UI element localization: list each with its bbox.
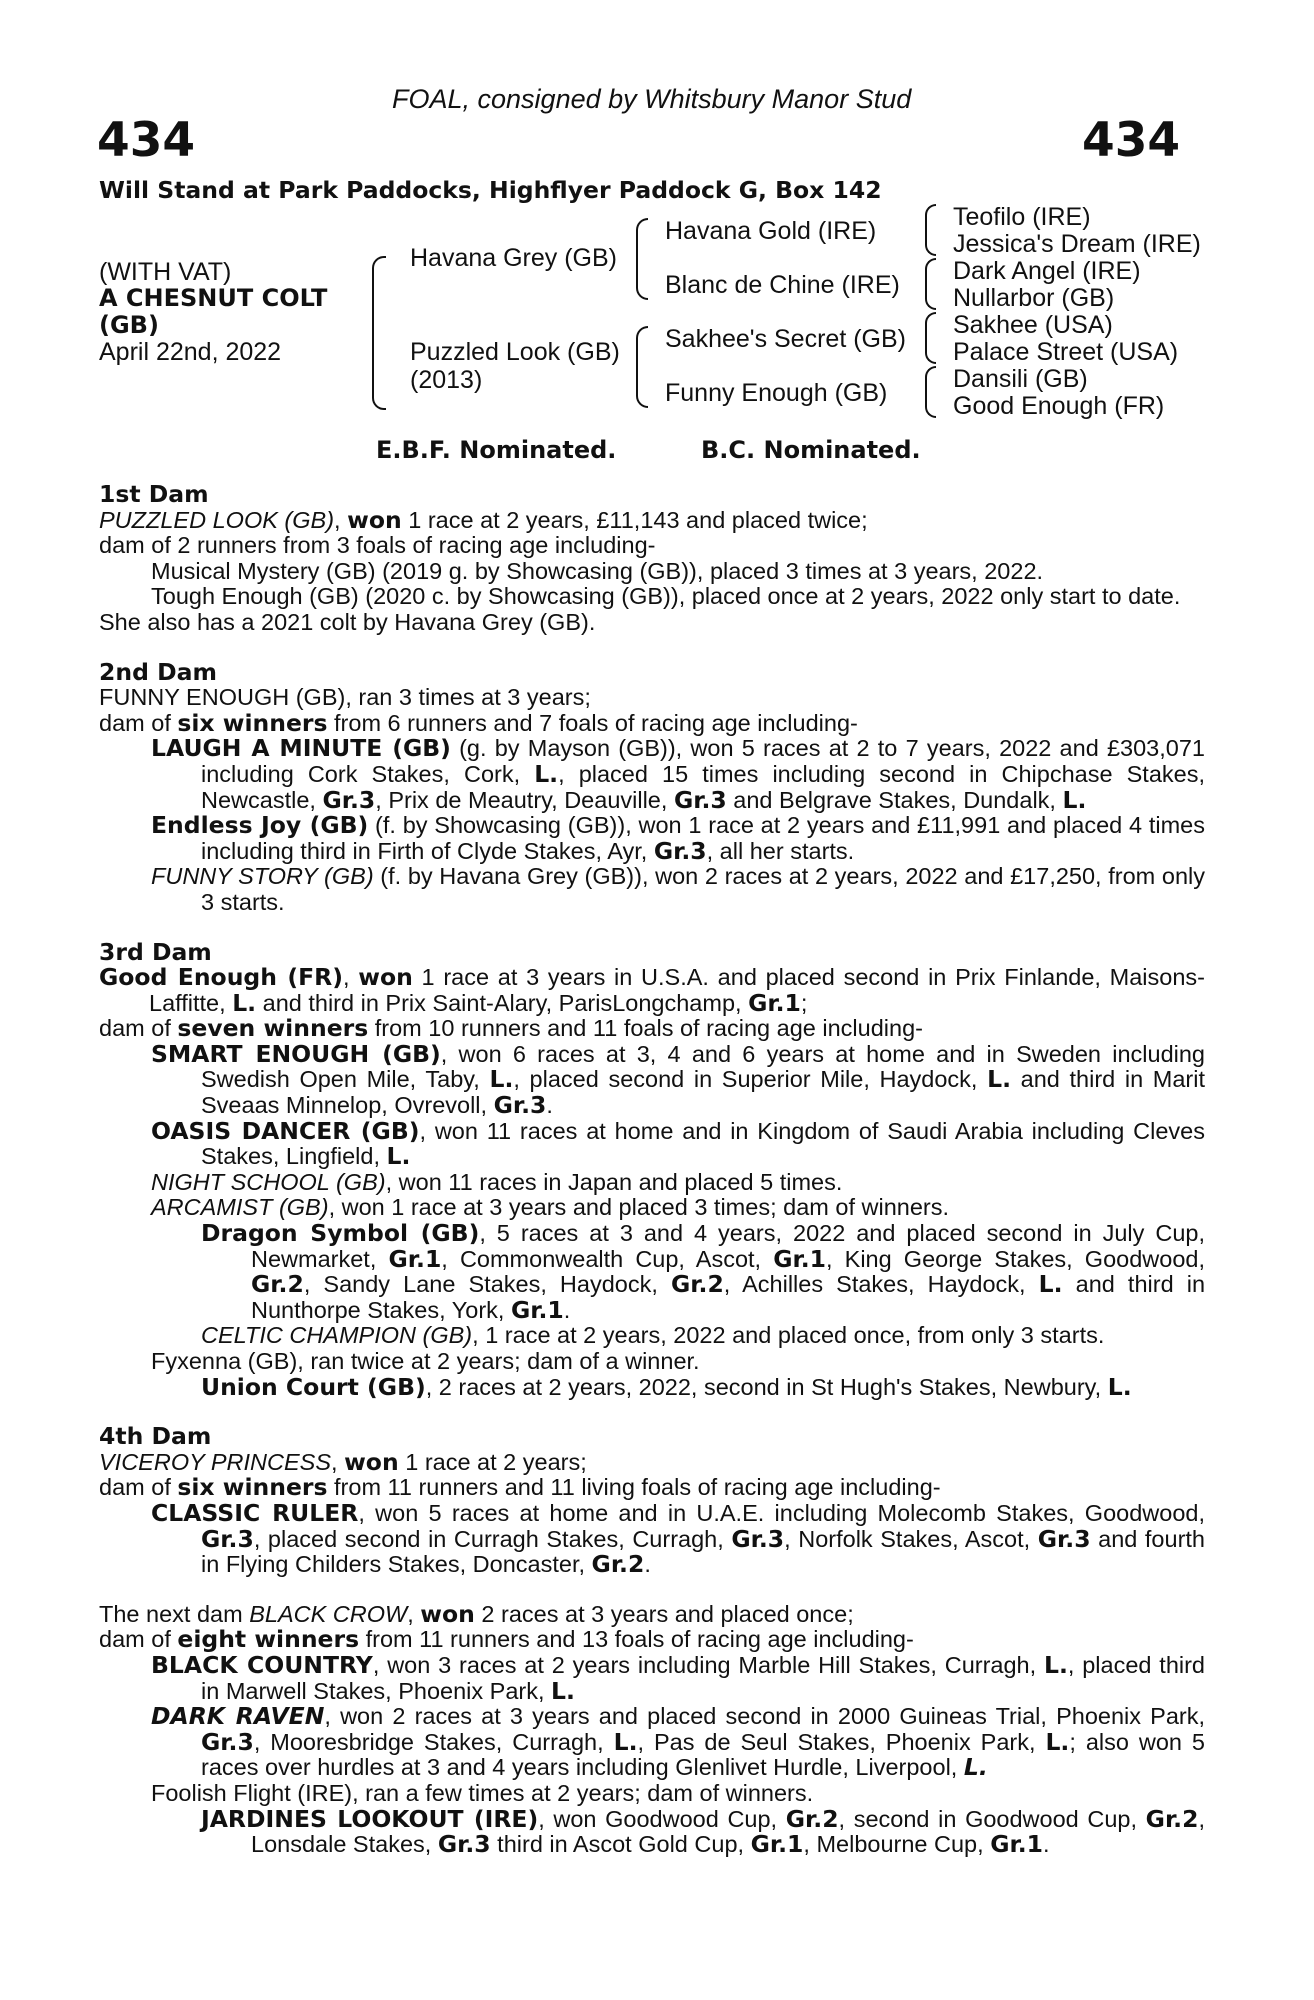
foaling-date: April 22nd, 2022 xyxy=(99,338,282,366)
listed-tag: L. xyxy=(534,759,559,788)
group-tag: Gr.2 xyxy=(670,1270,724,1299)
won-label: won xyxy=(420,1599,475,1628)
record-text: , placed second in Superior Mile, Haydock, xyxy=(513,1066,988,1093)
pedigree-brace-sire xyxy=(636,218,648,300)
group-tag: Gr.3 xyxy=(322,785,376,814)
horse-name: JARDINES LOOKOUT (IRE) xyxy=(201,1804,539,1833)
consignor-line: FOAL, consigned by Whitsbury Manor Stud xyxy=(392,84,912,114)
first-dam-record-text: 1 race at 2 years, £11,143 and placed twice; xyxy=(401,506,868,533)
third-dam-produce xyxy=(99,1016,1205,1042)
horse-name: ARCAMIST (GB) xyxy=(151,1194,329,1221)
horse-name: LAUGH A MINUTE (GB) xyxy=(151,734,451,763)
won-label: won xyxy=(358,963,413,992)
won-label: won xyxy=(344,1447,399,1476)
pedigree-brace-dam xyxy=(636,326,648,408)
record-text: , won 2 races at 3 years and placed second in 2000 Guineas Trial, Phoenix Park, xyxy=(324,1703,1205,1730)
group-tag: Gr.3 xyxy=(653,836,707,865)
record-text: , won Goodwood Cup, xyxy=(538,1805,786,1832)
section-heading-second-dam: 2nd Dam xyxy=(99,657,217,686)
listed-tag: L. xyxy=(232,988,257,1017)
g3-ancestor-8: Good Enough (FR) xyxy=(953,392,1165,420)
record-text: , Mooresbridge Stakes, Curragh, xyxy=(253,1728,614,1755)
g3-ancestor-3: Dark Angel (IRE) xyxy=(953,257,1141,285)
record-text: third in Ascot Gold Cup, xyxy=(490,1831,751,1858)
listed-tag: L. xyxy=(1045,1727,1070,1756)
second-dam-offspring-1 xyxy=(99,736,1205,813)
record-text: , Melbourne Cup, xyxy=(803,1831,991,1858)
next-dam-offspring-1 xyxy=(99,1650,1205,1705)
record-text: , 1 race at 2 years, 2022 and placed once, from only 3 starts. xyxy=(472,1322,1105,1349)
record-text: , Sandy Lane Stakes, Haydock, xyxy=(303,1271,671,1298)
group-tag: Gr.2 xyxy=(251,1270,304,1299)
group-tag: Gr.3 xyxy=(1037,1524,1091,1553)
record-text: and third in Prix Saint-Alary, ParisLongchamp, xyxy=(256,989,749,1016)
stand-location: Will Stand at Park Paddocks, Highflyer Paddock G, Box 142 xyxy=(99,176,882,204)
record-text: (f. by Showcasing (GB)), won 1 race at 2 years and £11,991 and placed 4 times including third in Firth of Clyde Stakes, Ayr, xyxy=(201,812,1205,864)
record-text: , placed second in Curragh Stakes, Curragh, xyxy=(253,1525,732,1552)
record-text: (f. by Havana Grey (GB)), won 2 races at 2 years, 2022 and £17,250, from only 3 starts. xyxy=(201,863,1205,915)
next-dam-offspring-3: Foolish Flight (IRE), ran a few times at 2 years; dam of winners. xyxy=(151,1779,814,1806)
group-tag: Gr.3 xyxy=(493,1091,547,1120)
record-text: , won 1 race at 3 years and placed 3 times; dam of winners. xyxy=(328,1194,950,1221)
winners-count: six winners xyxy=(177,708,328,737)
listed-tag: L. xyxy=(987,1065,1012,1094)
record-text: ; xyxy=(800,989,808,1016)
record-text: ; also won 5 races over hurdles at 3 and 4 years including Glenlivet Hurdle, Liverpool, xyxy=(201,1728,1206,1781)
group-tag: Gr.2 xyxy=(1145,1804,1199,1833)
third-dam-offspring-5: Fyxenna (GB), ran twice at 2 years; dam of a winner. xyxy=(151,1348,700,1374)
record-text: and Belgrave Stakes, Dundalk, xyxy=(726,786,1063,813)
listed-tag: L. xyxy=(963,1753,988,1782)
third-dam-record xyxy=(99,965,1205,1016)
group-tag: Gr.1 xyxy=(748,988,801,1017)
record-text: . xyxy=(1043,1831,1050,1858)
record-text: , all her starts. xyxy=(706,837,855,864)
third-dam-grandoffspring-2 xyxy=(99,1323,1205,1349)
record-text: (g. by Mayson (GB)), won 5 races at 2 to 7 years, 2022 and £303,071 including Cork Stakes, Cork, xyxy=(201,735,1205,787)
record-text: , Achilles Stakes, Haydock, xyxy=(723,1271,1039,1298)
winners-count: six winners xyxy=(177,1473,328,1502)
horse-name: CLASSIC RULER xyxy=(151,1498,359,1527)
lot-number-right: 434 xyxy=(1082,113,1181,168)
horse-name: VICEROY PRINCESS xyxy=(99,1448,332,1475)
record-text: and third in Nunthorpe Stakes, York, xyxy=(251,1271,1206,1323)
first-dam-won: won xyxy=(347,505,402,534)
produce-text: from 10 runners and 11 foals of racing age including- xyxy=(368,1015,923,1042)
group-tag: Gr.3 xyxy=(201,1524,254,1553)
first-dam-offspring-2: Tough Enough (GB) (2020 c. by Showcasing (GB)), placed once at 2 years, 2022 only start to date. xyxy=(151,583,1181,610)
dam-sire-name: Sakhee's Secret (GB) xyxy=(665,325,906,353)
listed-tag: L. xyxy=(1043,1650,1068,1679)
group-tag: Gr.2 xyxy=(785,1804,839,1833)
third-dam-offspring-4 xyxy=(99,1195,1205,1221)
winners-count: seven winners xyxy=(177,1014,369,1043)
group-tag: Gr.2 xyxy=(591,1550,645,1579)
horse-name: BLACK CROW xyxy=(249,1600,408,1627)
third-dam-offspring-2 xyxy=(99,1116,1205,1171)
horse-name: Endless Joy (GB) xyxy=(151,811,369,840)
ebf-nomination: E.B.F. Nominated. xyxy=(376,436,617,464)
next-dam-produce xyxy=(99,1627,1205,1653)
record-text: , won 11 races in Japan and placed 5 times. xyxy=(385,1168,843,1195)
horse-name: Good Enough (FR) xyxy=(99,963,343,992)
record-text: and fourth in Flying Childers Stakes, Doncaster, xyxy=(201,1525,1205,1578)
first-dam-record: PUZZLED LOOK (GB), won 1 race at 2 years, £11,143 and placed twice; xyxy=(99,505,868,534)
second-dam-offspring-3 xyxy=(99,864,1205,915)
record-text: 1 race at 3 years in U.S.A. and placed second in Prix Finlande, Maisons-Laffitte, xyxy=(149,964,1205,1016)
third-dam-offspring-1 xyxy=(99,1039,1206,1120)
produce-text: dam of xyxy=(99,1015,178,1042)
produce-text: dam of xyxy=(99,709,178,736)
horse-name: Dragon Symbol (GB) xyxy=(201,1219,480,1248)
next-dam-record xyxy=(99,1599,1205,1628)
horse-name: SMART ENOUGH (GB) xyxy=(151,1039,441,1068)
listed-tag: L. xyxy=(1062,785,1087,814)
separator: , xyxy=(407,1600,421,1627)
group-tag: Gr.3 xyxy=(201,1727,254,1756)
fourth-dam-record xyxy=(99,1447,1205,1476)
dam-year: (2013) xyxy=(410,366,483,394)
record-text: 1 race at 2 years; xyxy=(398,1448,587,1475)
group-tag: Gr.1 xyxy=(388,1244,442,1273)
pedigree-brace-main xyxy=(372,256,386,410)
group-tag: Gr.3 xyxy=(437,1830,491,1859)
produce-text: dam of xyxy=(99,1474,178,1501)
section-heading-fourth-dam: 4th Dam xyxy=(99,1422,212,1451)
dam-name: Puzzled Look (GB) xyxy=(410,338,620,366)
second-dam-record: FUNNY ENOUGH (GB), ran 3 times at 3 years; xyxy=(99,684,591,711)
record-text: , Prix de Meautry, Deauville, xyxy=(375,786,674,813)
record-text: , second in Goodwood Cup, xyxy=(838,1805,1146,1832)
intro-text: The next dam xyxy=(99,1600,250,1627)
record-text: , placed 15 times including second in Chipchase Stakes, Newcastle, xyxy=(201,760,1205,813)
third-dam-offspring-3 xyxy=(99,1170,1205,1196)
record-text: , 2 races at 2 years, 2022, second in St Hugh's Stakes, Newbury, xyxy=(425,1373,1108,1400)
g3-ancestor-4: Nullarbor (GB) xyxy=(953,284,1115,312)
horse-description: A CHESNUT COLT xyxy=(99,284,328,312)
sire-dam-name: Blanc de Chine (IRE) xyxy=(665,271,900,299)
separator: , xyxy=(342,964,359,991)
dam-dam-name: Funny Enough (GB) xyxy=(665,379,888,407)
g3-ancestor-5: Sakhee (USA) xyxy=(953,311,1113,339)
winners-count: eight winners xyxy=(177,1625,360,1654)
produce-text: dam of xyxy=(99,1626,178,1653)
g3-ancestor-6: Palace Street (USA) xyxy=(953,338,1179,366)
record-text: , Pas de Seul Stakes, Phoenix Park, xyxy=(637,1728,1046,1755)
record-text: , Norfolk Stakes, Ascot, xyxy=(784,1525,1038,1552)
record-text: , 5 races at 3 and 4 years, 2022 and placed second in July Cup, Newmarket, xyxy=(251,1220,1205,1272)
record-text: and third in Marit Sveaas Minnelop, Ovrevoll, xyxy=(201,1066,1206,1119)
g3-ancestor-2: Jessica's Dream (IRE) xyxy=(953,230,1201,258)
section-heading-third-dam: 3rd Dam xyxy=(99,937,212,966)
vat-note: (WITH VAT) xyxy=(99,258,232,286)
record-text: , Lonsdale Stakes, xyxy=(251,1805,1205,1858)
horse-name: OASIS DANCER (GB) xyxy=(151,1116,420,1145)
pedigree-brace-g1 xyxy=(925,204,936,256)
horse-name: BLACK COUNTRY xyxy=(151,1650,373,1679)
record-text: . xyxy=(644,1551,651,1578)
second-dam-offspring-2 xyxy=(99,813,1205,864)
record-text: , won 3 races at 2 years including Marble Hill Stakes, Curragh, xyxy=(372,1651,1044,1678)
fourth-dam-produce xyxy=(99,1475,1205,1501)
group-tag: Gr.3 xyxy=(731,1524,785,1553)
pedigree-brace-g2 xyxy=(925,258,936,310)
horse-name: Union Court (GB) xyxy=(201,1372,426,1401)
horse-name: FUNNY STORY (GB) xyxy=(151,863,374,890)
next-dam-offspring-2 xyxy=(99,1704,1205,1781)
record-text: . xyxy=(563,1296,571,1323)
bc-nomination: B.C. Nominated. xyxy=(701,436,921,464)
fourth-dam-offspring-1 xyxy=(99,1498,1205,1579)
horse-name: CELTIC CHAMPION (GB) xyxy=(201,1322,473,1349)
group-tag: Gr.1 xyxy=(750,1830,804,1859)
lot-number-left: 434 xyxy=(97,113,196,168)
record-text: , placed third in Marwell Stakes, Phoenix Park, xyxy=(201,1651,1205,1704)
record-text: 2 races at 3 years and placed once; xyxy=(474,1600,854,1627)
third-dam-grandoffspring-3 xyxy=(99,1372,1205,1401)
record-text: , won 11 races at home and in Kingdom of Saudi Arabia including Cleves Stakes, Lingfield, xyxy=(201,1117,1205,1170)
group-tag: Gr.1 xyxy=(510,1295,564,1324)
horse-name: NIGHT SCHOOL (GB) xyxy=(151,1168,386,1195)
record-text: . xyxy=(546,1092,553,1119)
listed-tag: L. xyxy=(489,1065,514,1094)
first-dam-also: She also has a 2021 colt by Havana Grey (GB). xyxy=(99,608,596,635)
listed-tag: L. xyxy=(613,1727,638,1756)
next-dam-grandoffspring-1 xyxy=(99,1804,1205,1859)
listed-tag: L. xyxy=(386,1142,411,1171)
group-tag: Gr.1 xyxy=(990,1830,1043,1859)
listed-tag: L. xyxy=(1107,1372,1132,1401)
listed-tag: L. xyxy=(551,1676,575,1705)
sire-name: Havana Grey (GB) xyxy=(410,244,618,272)
horse-name: DARK RAVEN xyxy=(151,1702,325,1731)
g3-ancestor-1: Teofilo (IRE) xyxy=(953,203,1091,231)
produce-text: from 6 runners and 7 foals of racing age including- xyxy=(327,709,858,736)
pedigree-brace-g3 xyxy=(925,312,936,364)
listed-tag: L. xyxy=(1038,1270,1063,1299)
second-dam-produce xyxy=(99,708,1205,737)
produce-text: from 11 runners and 13 foals of racing age including- xyxy=(359,1626,914,1653)
sire-sire-name: Havana Gold (IRE) xyxy=(665,217,877,245)
produce-text: from 11 runners and 11 living foals of racing age including- xyxy=(327,1474,941,1501)
horse-origin: (GB) xyxy=(99,311,159,339)
group-tag: Gr.3 xyxy=(673,785,727,814)
record-text: , King George Stakes, Goodwood, xyxy=(826,1245,1205,1272)
pedigree-brace-g4 xyxy=(925,366,936,418)
third-dam-grandoffspring-1 xyxy=(99,1221,1205,1323)
record-text: , won 6 races at 3, 4 and 6 years at home and in Sweden including Swedish Open Mile, Taby, xyxy=(201,1040,1205,1093)
separator: , xyxy=(331,1448,345,1475)
g3-ancestor-7: Dansili (GB) xyxy=(953,365,1088,393)
catalogue-body xyxy=(99,482,1205,1858)
group-tag: Gr.1 xyxy=(773,1244,827,1273)
record-text: , won 5 races at home and in U.A.E. including Molecomb Stakes, Goodwood, xyxy=(358,1499,1205,1526)
first-dam-produce: dam of 2 runners from 3 foals of racing age including- xyxy=(99,532,656,559)
first-dam-offspring-1: Musical Mystery (GB) (2019 g. by Showcasing (GB)), placed 3 times at 3 years, 2022. xyxy=(151,557,1044,584)
section-heading-first-dam: 1st Dam xyxy=(99,480,209,508)
record-text: , Commonwealth Cup, Ascot, xyxy=(441,1245,774,1272)
first-dam-name: PUZZLED LOOK (GB) xyxy=(99,506,335,533)
